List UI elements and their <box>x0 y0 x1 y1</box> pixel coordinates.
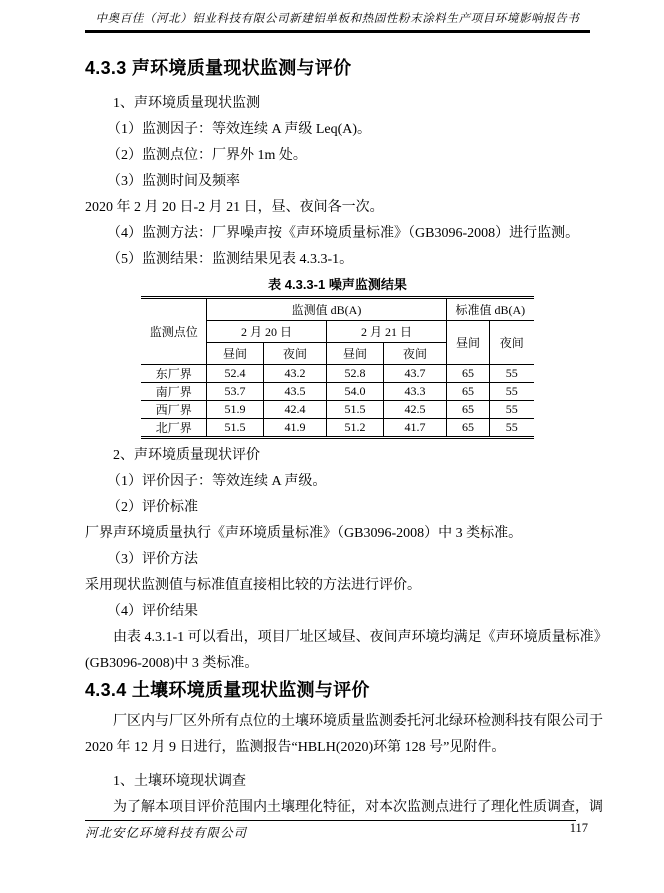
paragraph: (GB3096-2008)中 3 类标准。 <box>85 656 259 671</box>
table-cell: 51.5 <box>206 419 263 438</box>
table-cell: 51.2 <box>326 419 383 438</box>
paragraph: （1）评价因子：等效连续 A 声级。 <box>107 474 327 489</box>
table-cell: 55 <box>490 383 534 401</box>
table-cell: 55 <box>490 401 534 419</box>
table-cell-point: 东厂界 <box>141 365 206 383</box>
table-cell-point: 南厂界 <box>141 383 206 401</box>
header-rule <box>85 30 590 33</box>
paragraph: 1、土壤环境现状调查 <box>113 774 246 789</box>
table-row <box>141 401 533 419</box>
table-cell: 65 <box>447 401 490 419</box>
column-header-point: 监测点位 <box>141 298 206 365</box>
section-heading-4-3-3: 4.3.3 声环境质量现状监测与评价 <box>85 58 352 78</box>
paragraph: 为了解本项目评价范围内土壤理化特征，对本次监测点进行了理化性质调查，调 <box>113 800 603 815</box>
table-row <box>141 419 533 438</box>
table-cell: 65 <box>447 383 490 401</box>
paragraph: 1、声环境质量现状监测 <box>113 96 260 111</box>
paragraph: （4）监测方法：厂界噪声按《声环境质量标准》（GB3096-2008）进行监测。 <box>107 226 580 241</box>
table-cell: 55 <box>490 365 534 383</box>
table-cell: 41.9 <box>263 419 326 438</box>
table-cell: 54.0 <box>326 383 383 401</box>
column-header-night: 夜间 <box>383 343 446 365</box>
table-cell-point: 西厂界 <box>141 401 206 419</box>
paragraph: （1）监测因子：等效连续 A 声级 Leq(A)。 <box>107 122 372 137</box>
table-cell: 65 <box>447 365 490 383</box>
table-cell: 41.7 <box>383 419 446 438</box>
paragraph: （4）评价结果 <box>107 604 198 619</box>
paragraph: （5）监测结果：监测结果见表 4.3.3-1。 <box>107 252 354 267</box>
page-footer <box>85 821 588 841</box>
table-cell: 55 <box>490 419 534 438</box>
table-cell: 51.9 <box>206 401 263 419</box>
table-cell-point: 北厂界 <box>141 419 206 438</box>
paragraph: 2020 年 12 月 9 日进行，监测报告“HBLH(2020)环第 128 号”见附件。 <box>85 740 506 755</box>
paragraph: 2020 年 2 月 20 日-2 月 21 日，昼、夜间各一次。 <box>85 200 384 215</box>
table-cell: 52.4 <box>206 365 263 383</box>
table-cell: 43.5 <box>263 383 326 401</box>
page-number: 117 <box>569 821 588 835</box>
paragraph: 厂区内与厂区外所有点位的土壤环境质量监测委托河北绿环检测科技有限公司于 <box>113 714 603 729</box>
table-cell: 53.7 <box>206 383 263 401</box>
table-cell: 43.3 <box>383 383 446 401</box>
column-header-day: 昼间 <box>326 343 383 365</box>
running-header: 中奥百佳（河北）铝业科技有限公司新建铝单板和热固性粉末涂料生产项目环境影响报告书 <box>95 13 580 25</box>
table-cell: 52.8 <box>326 365 383 383</box>
table-cell: 51.5 <box>326 401 383 419</box>
table-cell: 43.2 <box>263 365 326 383</box>
paragraph: 2、声环境质量现状评价 <box>113 448 260 463</box>
column-header-date1: 2 月 20 日 <box>206 321 326 343</box>
paragraph: （2）监测点位：厂界外 1m 处。 <box>107 148 307 163</box>
paragraph: 采用现状监测值与标准值直接相比较的方法进行评价。 <box>85 578 421 593</box>
table-cell: 42.4 <box>263 401 326 419</box>
column-header-night: 夜间 <box>263 343 326 365</box>
table-row <box>141 365 533 383</box>
table-row <box>141 383 533 401</box>
footer-company: 河北安亿环境科技有限公司 <box>85 826 248 840</box>
paragraph: （3）监测时间及频率 <box>107 174 240 189</box>
paragraph: （3）评价方法 <box>107 552 198 567</box>
noise-monitoring-table <box>141 296 533 439</box>
column-header-standard: 标准值 dB(A) <box>447 298 534 321</box>
section-heading-4-3-4: 4.3.4 土壤环境质量现状监测与评价 <box>85 680 370 700</box>
paragraph: 由表 4.3.1-1 可以看出，项目厂址区域昼、夜间声环境均满足《声环境质量标准》 <box>113 630 608 645</box>
table-cell: 42.5 <box>383 401 446 419</box>
table-caption: 表 4.3.3-1 噪声监测结果 <box>268 277 407 292</box>
table-cell: 65 <box>447 419 490 438</box>
column-header-measured: 监测值 dB(A) <box>206 298 446 321</box>
column-header-std-day: 昼间 <box>447 321 490 365</box>
column-header-day: 昼间 <box>206 343 263 365</box>
table-cell: 43.7 <box>383 365 446 383</box>
column-header-std-night: 夜间 <box>490 321 534 365</box>
paragraph: （2）评价标准 <box>107 500 198 515</box>
table-header-row <box>141 298 533 321</box>
column-header-date2: 2 月 21 日 <box>326 321 446 343</box>
paragraph: 厂界声环境质量执行《声环境质量标准》（GB3096-2008）中 3 类标准。 <box>85 526 523 541</box>
